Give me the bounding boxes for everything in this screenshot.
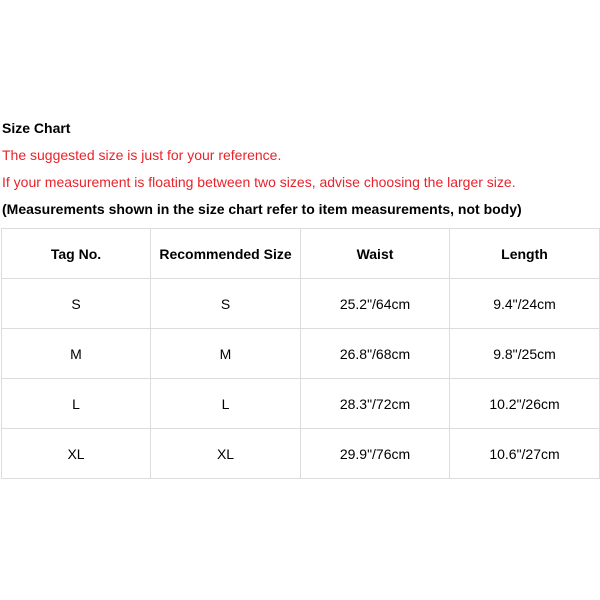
header-tag-no: Tag No. — [2, 229, 151, 279]
cell-tag-no: L — [2, 379, 151, 429]
header-length: Length — [450, 229, 600, 279]
table-header-row — [2, 229, 600, 279]
table-row — [2, 429, 600, 479]
cell-tag-no: S — [2, 279, 151, 329]
cell-tag-no: M — [2, 329, 151, 379]
cell-waist: 26.8"/68cm — [301, 329, 450, 379]
table-row — [2, 279, 600, 329]
cell-length: 10.2"/26cm — [450, 379, 600, 429]
cell-waist: 28.3"/72cm — [301, 379, 450, 429]
table-row — [2, 329, 600, 379]
table-row — [2, 379, 600, 429]
cell-length: 10.6"/27cm — [450, 429, 600, 479]
cell-waist: 29.9"/76cm — [301, 429, 450, 479]
cell-recommended-size: XL — [151, 429, 301, 479]
cell-tag-no: XL — [2, 429, 151, 479]
size-table — [1, 228, 600, 479]
cell-waist: 25.2"/64cm — [301, 279, 450, 329]
cell-length: 9.8"/25cm — [450, 329, 600, 379]
header-recommended-size: Recommended Size — [151, 229, 301, 279]
cell-recommended-size: M — [151, 329, 301, 379]
cell-length: 9.4"/24cm — [450, 279, 600, 329]
measurement-disclaimer: (Measurements shown in the size chart refer to item measurements, not body) — [2, 201, 522, 217]
sizing-advice-note: If your measurement is floating between two sizes, advise choosing the larger size. — [2, 174, 516, 190]
size-chart-title: Size Chart — [2, 120, 71, 136]
reference-note: The suggested size is just for your reference. — [2, 147, 282, 163]
header-waist: Waist — [301, 229, 450, 279]
cell-recommended-size: S — [151, 279, 301, 329]
cell-recommended-size: L — [151, 379, 301, 429]
